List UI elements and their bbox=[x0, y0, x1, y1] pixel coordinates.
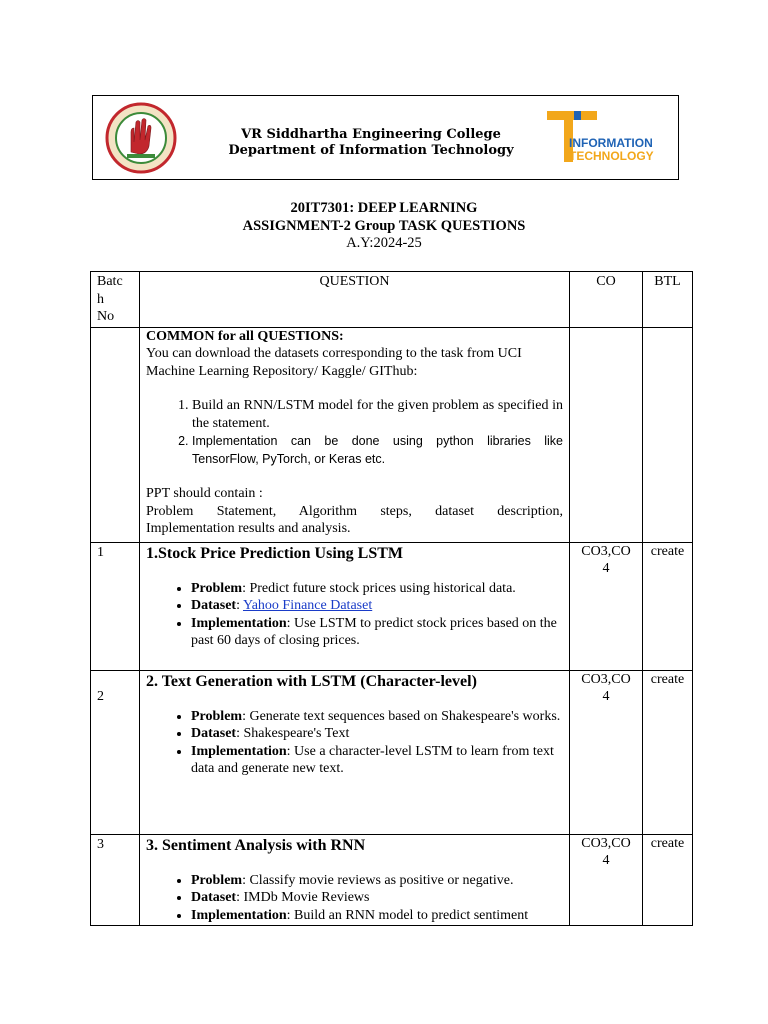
dataset-text: IMDb Movie Reviews bbox=[243, 890, 370, 905]
task-title: 1.Stock Price Prediction Using LSTM bbox=[146, 544, 404, 562]
problem-label: Problem bbox=[191, 708, 243, 724]
common-intro: You can download the datasets corresponding to the task from UCI Machine Learning Repository/ Kaggle/ GIThub: bbox=[146, 346, 522, 379]
btl-header: BTL bbox=[643, 272, 693, 328]
common-question-cell bbox=[140, 327, 570, 542]
batch-number: 1 bbox=[91, 542, 140, 670]
problem-label: Problem bbox=[191, 580, 243, 596]
common-co-cell bbox=[570, 327, 643, 542]
common-step-item: 1. Build an RNN/LSTM model for the given problem as specified in the statement. bbox=[192, 397, 563, 432]
implementation-text: : Use a character-level LSTM to learn from text data and generate new text. bbox=[191, 743, 554, 776]
task-details-list bbox=[146, 872, 563, 925]
batch-header-line: h bbox=[97, 291, 104, 307]
task-title: 2. Text Generation with LSTM (Character-level) bbox=[146, 672, 477, 690]
implementation-label: Implementation bbox=[191, 743, 287, 759]
it-logo-line1: INFORMATION bbox=[569, 136, 653, 150]
questions-table bbox=[90, 271, 693, 926]
list-item bbox=[191, 889, 563, 907]
co-header: CO bbox=[570, 272, 643, 328]
co-value: CO3,CO bbox=[581, 835, 631, 851]
dataset-label: Dataset bbox=[191, 726, 237, 741]
dataset-label: Dataset bbox=[191, 598, 237, 613]
common-step-item: 2. Implementation can be done using python libraries like TensorFlow, PyTorch, or Keras etc. bbox=[192, 432, 563, 468]
list-item bbox=[191, 580, 563, 598]
question-header: QUESTION bbox=[140, 272, 570, 328]
list-item bbox=[191, 708, 563, 726]
problem-label: Problem bbox=[191, 872, 243, 888]
implementation-label: Implementation bbox=[191, 907, 287, 923]
common-row bbox=[91, 327, 693, 542]
ppt-contents-line: Implementation results and analysis. bbox=[146, 521, 351, 536]
course-title: 20IT7301: DEEP LEARNING bbox=[290, 200, 478, 216]
list-item bbox=[191, 597, 563, 615]
dataset-separator: : bbox=[236, 598, 243, 613]
batch-no-header bbox=[91, 272, 140, 328]
dataset-label: Dataset bbox=[191, 890, 237, 905]
dataset-separator: : bbox=[236, 726, 244, 741]
college-seal-logo bbox=[105, 102, 177, 174]
task-title: 3. Sentiment Analysis with RNN bbox=[146, 836, 366, 854]
co-value: 4 bbox=[602, 689, 610, 704]
document-titles bbox=[0, 200, 768, 253]
co-value: 4 bbox=[602, 561, 610, 576]
it-logo-text bbox=[569, 137, 654, 163]
common-title: COMMON for all QUESTIONS: bbox=[146, 328, 344, 344]
co-value: 4 bbox=[602, 853, 610, 868]
implementation-text: : Use LSTM to predict stock prices based on the past 60 days of closing prices. bbox=[191, 615, 557, 648]
co-cell bbox=[570, 834, 643, 925]
common-batch-cell bbox=[91, 327, 140, 542]
academic-year: A.Y:2024-25 bbox=[346, 235, 422, 251]
co-value: CO3,CO bbox=[581, 543, 631, 559]
college-heading bbox=[211, 127, 531, 159]
question-cell bbox=[140, 834, 570, 925]
co-value: CO3,CO bbox=[581, 671, 631, 687]
question-cell bbox=[140, 670, 570, 834]
it-department-logo bbox=[547, 108, 673, 168]
table-row bbox=[91, 670, 693, 834]
batch-header-line: No bbox=[97, 309, 115, 324]
implementation-label: Implementation bbox=[191, 615, 287, 631]
question-cell bbox=[140, 542, 570, 670]
table-row bbox=[91, 542, 693, 670]
list-item bbox=[191, 907, 563, 925]
table-row bbox=[91, 834, 693, 925]
co-cell bbox=[570, 670, 643, 834]
dataset-separator: : bbox=[236, 890, 244, 905]
common-steps-list bbox=[146, 397, 563, 468]
it-logo-line2: TECHNOLOGY bbox=[569, 149, 654, 163]
list-item bbox=[191, 743, 563, 778]
co-cell bbox=[570, 542, 643, 670]
assignment-title: ASSIGNMENT-2 Group TASK QUESTIONS bbox=[242, 217, 526, 234]
batch-header-line: Batc bbox=[97, 274, 123, 289]
header-box bbox=[92, 95, 679, 180]
ppt-label: PPT should contain : bbox=[146, 486, 263, 501]
dataset-link[interactable]: Yahoo Finance Dataset bbox=[242, 598, 373, 613]
list-item bbox=[191, 615, 563, 650]
batch-cell bbox=[91, 670, 140, 834]
problem-text: : Predict future stock prices using historical data. bbox=[242, 580, 516, 596]
dataset-text: Shakespeare's Text bbox=[243, 726, 350, 741]
problem-text: : Generate text sequences based on Shakespeare's works. bbox=[242, 708, 561, 724]
batch-number: 2 bbox=[97, 688, 104, 704]
btl-value: create bbox=[643, 542, 693, 670]
btl-value: create bbox=[643, 670, 693, 834]
batch-number: 3 bbox=[91, 834, 140, 925]
list-item bbox=[191, 725, 563, 743]
btl-value: create bbox=[643, 834, 693, 925]
problem-text: : Classify movie reviews as positive or negative. bbox=[242, 872, 514, 888]
list-item bbox=[191, 872, 563, 890]
department-name: Department of Information Technology bbox=[228, 143, 514, 158]
task-details-list bbox=[146, 580, 563, 650]
college-name: VR Siddhartha Engineering College bbox=[241, 127, 501, 142]
implementation-text: : Build an RNN model to predict sentiment bbox=[286, 907, 529, 923]
common-btl-cell bbox=[643, 327, 693, 542]
table-header-row bbox=[91, 272, 693, 328]
task-details-list bbox=[146, 708, 563, 778]
ppt-contents-line: Problem Statement, Algorithm steps, dataset description, bbox=[146, 503, 563, 519]
